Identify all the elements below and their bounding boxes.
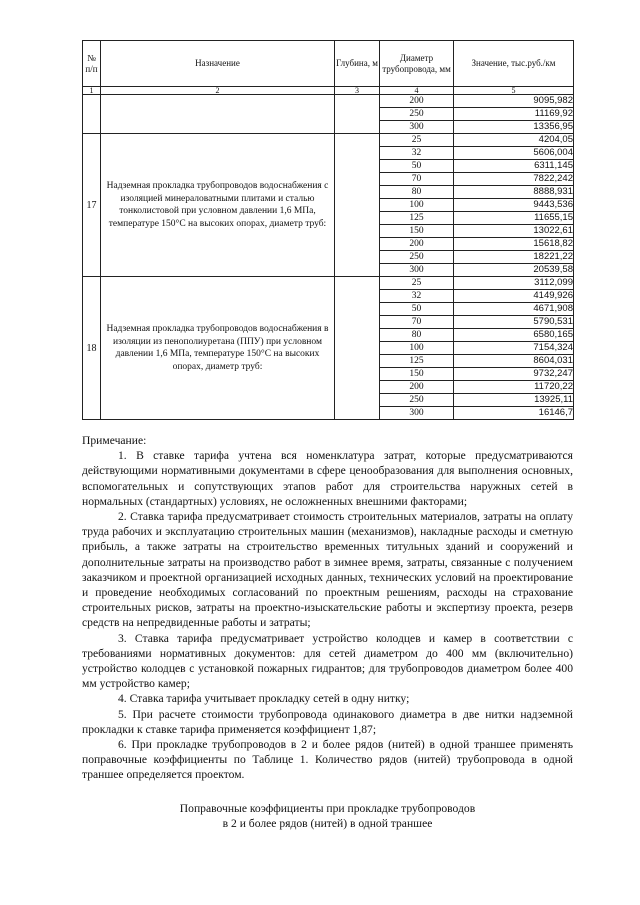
diameter-cell: 250 — [380, 108, 454, 121]
header-name: Назначение — [101, 41, 335, 87]
notes-section — [82, 433, 573, 783]
value-cell: 6580,165 — [454, 329, 574, 342]
item-description: Надземная прокладка трубопроводов водоснабжения в изоляции из пенополиуретана (ППУ) при условном давлении 1,6 МПа, температуре 150°С на высоких опорах, диаметр труб: — [101, 277, 335, 420]
diameter-cell: 150 — [380, 225, 454, 238]
table-row — [83, 95, 574, 108]
column-number: 5 — [454, 87, 574, 95]
diameter-cell: 250 — [380, 394, 454, 407]
diameter-cell: 25 — [380, 134, 454, 147]
continuation-depth-cell — [335, 95, 380, 134]
value-cell: 13022,61 — [454, 225, 574, 238]
column-number: 3 — [335, 87, 380, 95]
header-num: № п/п — [83, 41, 101, 87]
tariff-table — [82, 40, 574, 420]
diameter-cell: 32 — [380, 290, 454, 303]
row-number: 18 — [83, 277, 101, 420]
diameter-cell: 32 — [380, 147, 454, 160]
table-caption — [82, 801, 573, 831]
column-number: 4 — [380, 87, 454, 95]
caption-line: в 2 и более рядов (нитей) в одной траншее — [222, 817, 433, 831]
value-cell: 11169,92 — [454, 108, 574, 121]
diameter-cell: 300 — [380, 121, 454, 134]
note-item: 2. Ставка тарифа предусматривает стоимость строительных материалов, затраты на оплату труда рабочих и эксплуатацию строительных машин (механизмов), накладные расходы и сметную прибыль, а также затраты на строительство временных титульных зданий и сооружений и дополнительные затраты на производство работ в зимнее время, затраты, связанные с получением заказчиком и проектной организацией исходных данных, технических условий на проектирование и проведение необходимых согласований по проектным решениям, расходы на страхование строительных рисков, затраты на проектно-изыскательские работы и экспертизу проекта, резерв средств на непредвиденные работы и затраты; — [82, 510, 573, 630]
value-cell: 20539,58 — [454, 264, 574, 277]
diameter-cell: 70 — [380, 316, 454, 329]
value-cell: 13356,95 — [454, 121, 574, 134]
diameter-cell: 100 — [380, 342, 454, 355]
table-header-row — [83, 41, 574, 87]
value-cell: 4671,908 — [454, 303, 574, 316]
diameter-cell: 200 — [380, 381, 454, 394]
diameter-cell: 300 — [380, 264, 454, 277]
note-item: 1. В ставке тарифа учтена вся номенклатура затрат, которые предусматриваются действующими нормативными документами в сфере ценообразования для выполнения основных, вспомогательных и сопутствующих этапов работ для строительства наружных сетей в нормальных (стандартных) условиях, не осложненных внешними факторами; — [82, 449, 573, 508]
item-description: Надземная прокладка трубопроводов водоснабжения с изоляцией минераловатными плитами и сталью тонколистовой при условном давлении 1,6 МПа, температуре 150°С на высоких опорах, диаметр труб: — [101, 134, 335, 277]
depth-cell — [335, 277, 380, 420]
note-item: 5. При расчете стоимости трубопровода одинакового диаметра в две нитки надземной прокладки к ставке тарифа применяется коэффициент 1,87; — [82, 707, 573, 736]
diameter-cell: 125 — [380, 355, 454, 368]
header-value: Значение, тыс.руб./км — [454, 41, 574, 87]
diameter-cell: 300 — [380, 407, 454, 420]
header-depth: Глубина, м — [335, 41, 380, 87]
diameter-cell: 80 — [380, 329, 454, 342]
value-cell: 6311,145 — [454, 160, 574, 173]
diameter-cell: 70 — [380, 173, 454, 186]
continuation-num-cell — [83, 95, 101, 134]
column-number: 2 — [101, 87, 335, 95]
note-item: 6. При прокладке трубопроводов в 2 и более рядов (нитей) в одной траншее применять поправочные коэффициенты по Таблице 1. Количество рядов (нитей) трубопровода в одной траншее определяется проектом. — [82, 738, 573, 782]
continuation-name-cell — [101, 95, 335, 134]
notes-heading: Примечание: — [82, 434, 147, 447]
value-cell: 5790,531 — [454, 316, 574, 329]
note-item: 4. Ставка тарифа учитывает прокладку сетей в одну нитку; — [118, 692, 410, 706]
diameter-cell: 50 — [380, 303, 454, 316]
diameter-cell: 250 — [380, 251, 454, 264]
caption-line: Поправочные коэффициенты при прокладке трубопроводов — [179, 802, 476, 815]
value-cell: 16146,7 — [454, 407, 574, 420]
header-diameter: Диаметр трубопровода, мм — [380, 41, 454, 87]
diameter-cell: 200 — [380, 95, 454, 108]
value-cell: 5606,004 — [454, 147, 574, 160]
value-cell: 9732,247 — [454, 368, 574, 381]
value-cell: 8888,931 — [454, 186, 574, 199]
diameter-cell: 125 — [380, 212, 454, 225]
diameter-cell: 50 — [380, 160, 454, 173]
value-cell: 4204,05 — [454, 134, 574, 147]
column-number: 1 — [83, 87, 101, 95]
column-number-row — [83, 87, 574, 95]
value-cell: 15618,82 — [454, 238, 574, 251]
value-cell: 11655,15 — [454, 212, 574, 225]
value-cell: 3112,099 — [454, 277, 574, 290]
value-cell: 4149,926 — [454, 290, 574, 303]
value-cell: 9095,982 — [454, 95, 574, 108]
diameter-cell: 200 — [380, 238, 454, 251]
value-cell: 8604,031 — [454, 355, 574, 368]
depth-cell — [335, 134, 380, 277]
value-cell: 18221,22 — [454, 251, 574, 264]
note-item: 3. Ставка тарифа предусматривает устройство колодцев и камер в соответствии с требованиями нормативных документов: для сетей диаметром до 400 мм (включительно) устройство колодцев с установкой пожарных гидрантов; для трубопроводов диаметром более 400 мм устройство камер; — [82, 631, 573, 691]
value-cell: 9443,536 — [454, 199, 574, 212]
table-row — [83, 277, 574, 290]
diameter-cell: 150 — [380, 368, 454, 381]
diameter-cell: 80 — [380, 186, 454, 199]
diameter-cell: 25 — [380, 277, 454, 290]
diameter-cell: 100 — [380, 199, 454, 212]
value-cell: 7822,242 — [454, 173, 574, 186]
row-number: 17 — [83, 134, 101, 277]
table-row — [83, 134, 574, 147]
value-cell: 13925,11 — [454, 394, 574, 407]
value-cell: 11720,22 — [454, 381, 574, 394]
value-cell: 7154,324 — [454, 342, 574, 355]
